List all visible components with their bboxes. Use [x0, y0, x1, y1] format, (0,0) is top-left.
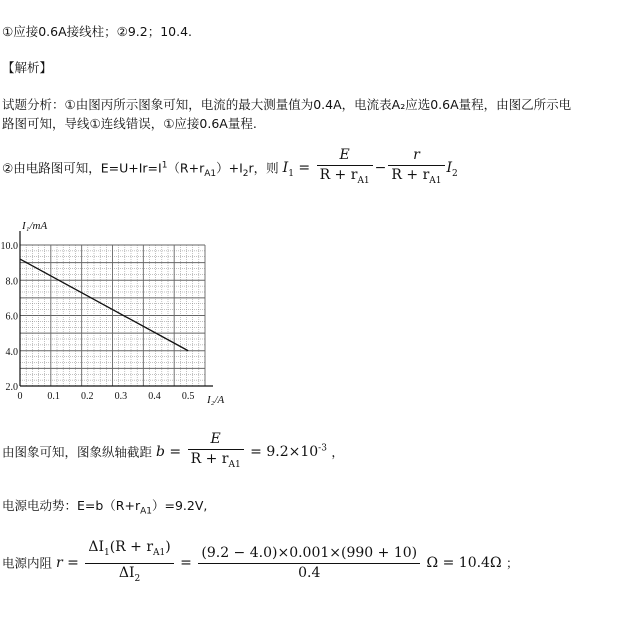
analysis-para1-line1: 试题分析：①由图丙所示图象可知，电流的最大测量值为0.4A，电流表A₂应选0.6A量程，由图乙所示电 [2, 97, 572, 112]
y-axis-label: I₁/mA [22, 220, 48, 232]
x-axis-label: I₂/A [207, 394, 225, 406]
formula-b: b = $\frac{E}{R + r_{A1}}$ = $9.2\times 10^{-3}$ [156, 431, 327, 470]
x-tick-label: 0.5 [181, 391, 195, 402]
analysis-para1-line2: 路图可知，导线①连线错误，①应接0.6A量程. [2, 116, 257, 131]
answer-line: ①应接0.6A接线柱；②9.2；10.4. [2, 24, 193, 39]
y-tick-label: 10.0 [0, 241, 18, 252]
x-tick-label: 0.1 [47, 391, 60, 402]
analysis-para3: 由图象可知，图象纵轴截距 b = $\frac{E}{R + r_{A1}}$ = $9.2\times 10^{-3}$ ， [2, 431, 344, 470]
analysis-para2: ②由电路图可知，$E=U+Ir=I^1(R+r_{A1})+I_2r$，则 $I_1$ = $\frac{E}{R + r_{A1}}$ − $\frac{r}{R + r_{A1}}$ $I_2$ [2, 147, 458, 186]
line-chart [0, 213, 250, 413]
x-tick-label: 0.4 [148, 391, 161, 402]
data-line [20, 259, 188, 351]
y-tick-label: 6.0 [5, 311, 18, 323]
formula-i1: $I_1$ = $\frac{E}{R + r_{A1}}$ − $\frac{r}{R + r_{A1}}$ $I_2$ [282, 147, 458, 186]
formula-r: r = $\frac{\Delta I_1(R + r_{A1})}{\Delta I_2}$ = $\frac{(9.2 - 4.0)\times 0.001\times(990 + 10)}{0.4}$ Ω = 10.4Ω [56, 539, 502, 584]
y-tick-label: 4.0 [5, 346, 18, 358]
analysis-para4: 电源电动势：$E=b(R+r_{A1})=9.2V$, [2, 498, 208, 517]
x-tick-label: 0.3 [114, 391, 128, 402]
x-tick-label: 0.2 [81, 391, 94, 402]
y-tick-label: 2.0 [5, 382, 18, 393]
x-tick-label: 0 [17, 391, 23, 402]
analysis-para5: 电源内阻 r = $\frac{\Delta I_1(R + r_{A1})}{\Delta I_2}$ = $\frac{(9.2 - 4.0)\times 0.001\times(990 + 10)}{0.4}$ Ω = 10.4Ω ； [2, 539, 519, 584]
y-tick-label: 8.0 [5, 276, 18, 288]
analysis-heading: 【解析】 [2, 60, 53, 75]
